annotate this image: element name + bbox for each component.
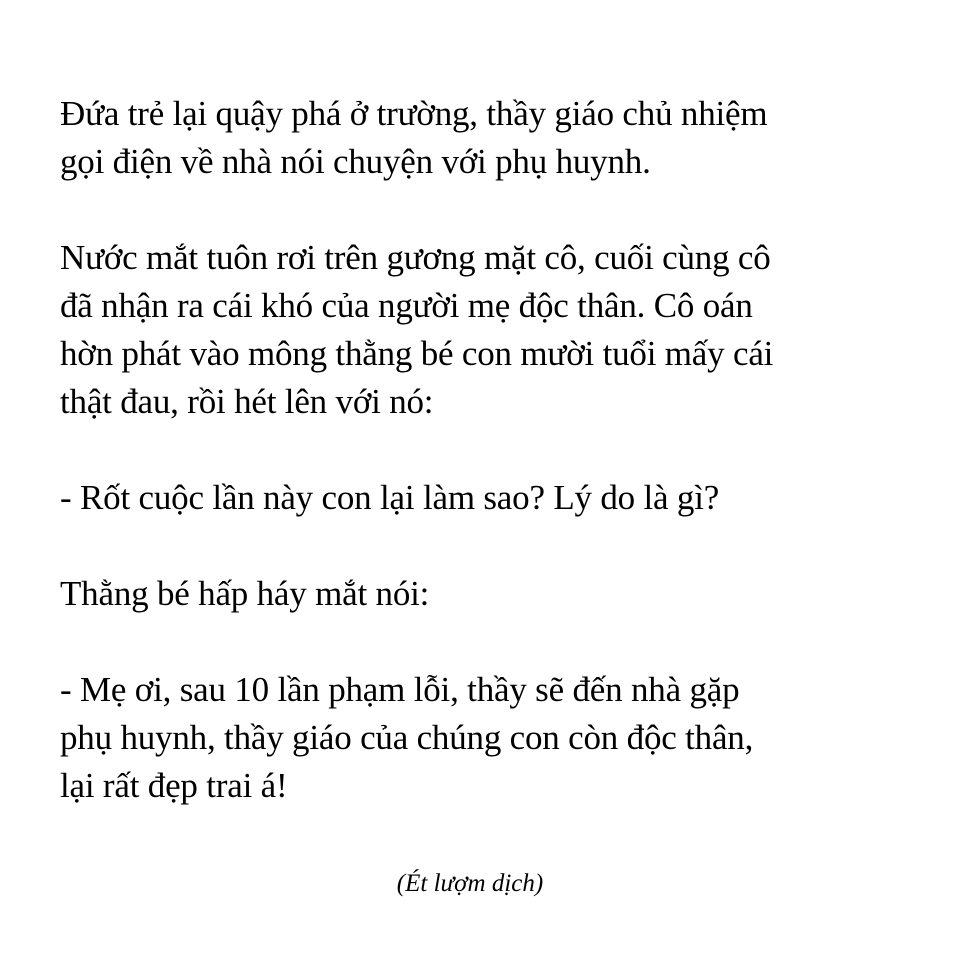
paragraph-5-line-3: lại rất đẹp trai á! (60, 766, 288, 805)
paragraph-4-line-1: Thằng bé hấp háy mắt nói: (60, 574, 430, 613)
paragraph-5-line-2: phụ huynh, thầy giáo của chúng con còn độc thân, (60, 718, 754, 757)
paragraph-5 (60, 666, 920, 810)
paragraph-3 (60, 474, 920, 522)
paragraph-1-line-1: Đứa trẻ lại quậy phá ở trường, thầy giáo chủ nhiệm (60, 94, 768, 133)
paragraph-2 (60, 234, 920, 426)
paragraph-5-line-1: - Mẹ ơi, sau 10 lần phạm lỗi, thầy sẽ đến nhà gặp (60, 670, 740, 709)
paragraph-1 (60, 90, 920, 186)
paragraph-2-line-1: Nước mắt tuôn rơi trên gương mặt cô, cuối cùng cô (60, 238, 771, 277)
paragraph-1-line-2: gọi điện về nhà nói chuyện với phụ huynh. (60, 142, 651, 181)
paragraph-2-line-2: đã nhận ra cái khó của người mẹ độc thân. Cô oán (60, 286, 753, 325)
paragraph-4 (60, 570, 920, 618)
paragraph-2-line-3: hờn phát vào mông thằng bé con mười tuổi mấy cái (60, 334, 774, 373)
paragraph-2-line-4: thật đau, rồi hét lên với nó: (60, 382, 434, 421)
translator-credit: (Ét lượm dịch) (396, 870, 544, 897)
paragraph-3-line-1: - Rốt cuộc lần này con lại làm sao? Lý do là gì? (60, 478, 720, 517)
story-text (60, 90, 920, 858)
